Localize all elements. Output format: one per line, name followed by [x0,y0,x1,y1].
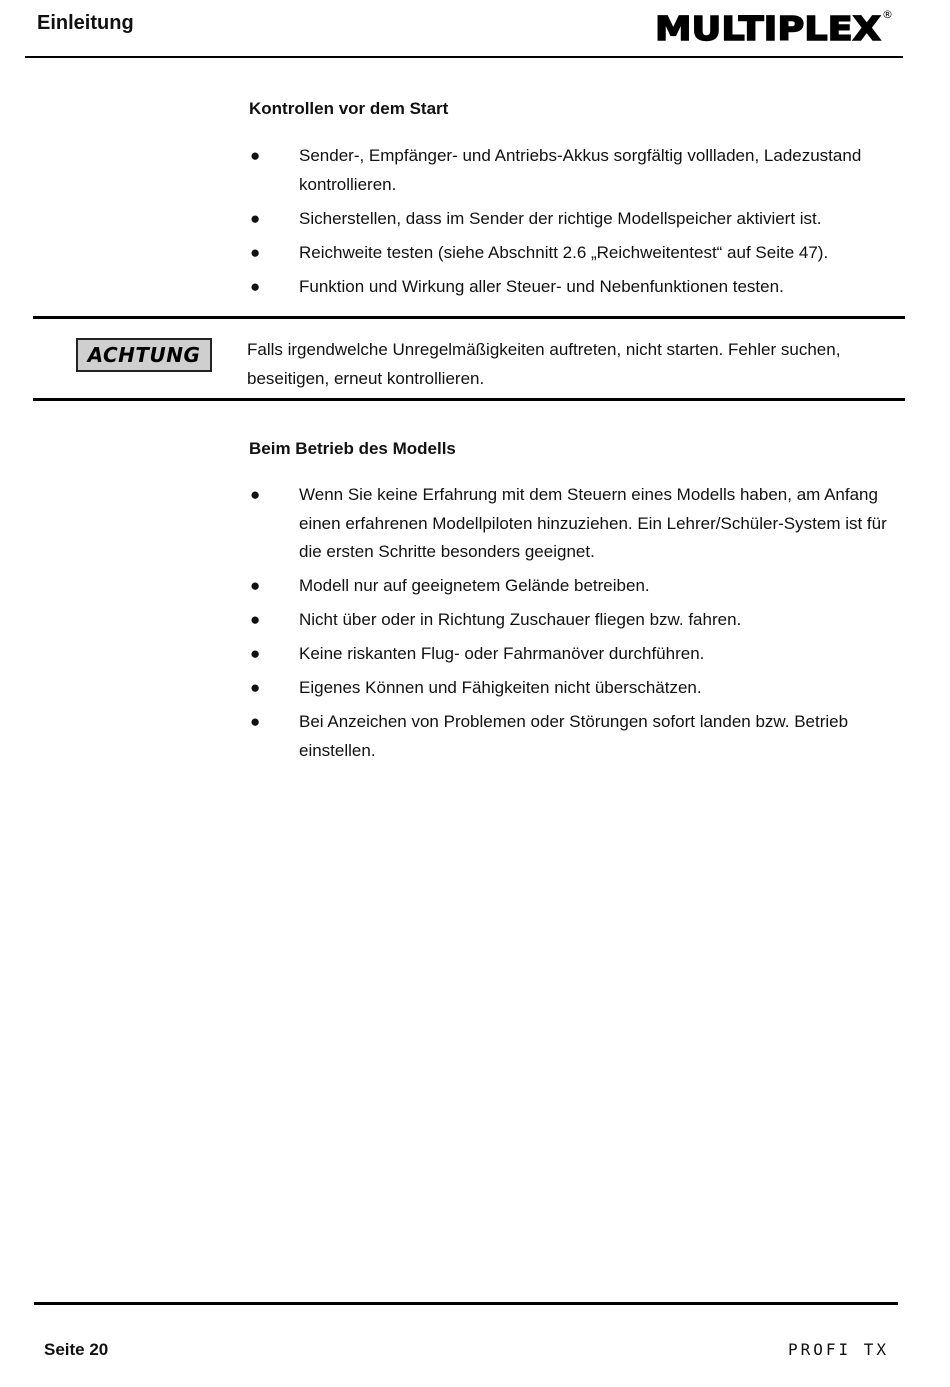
logo-wordmark: MULTIPLEX [655,9,881,46]
header-rule [25,56,903,58]
list-item: ● Wenn Sie keine Erfahrung mit dem Steuern eines Modells haben, am Anfang einen erfahrenen Modellpiloten hinzuziehen. Ein Lehrer/Schüler-System ist für die ersten Schritte besonders geeignet. [249,481,897,567]
list-item: ● Sicherstellen, dass im Sender der richtige Modellspeicher aktiviert ist. [249,205,897,234]
bullet-icon: ● [250,208,261,228]
section-heading-operation: Beim Betrieb des Modells [249,439,456,458]
list-item: ● Bei Anzeichen von Problemen oder Störungen sofort landen bzw. Betrieb einstellen. [249,708,897,765]
bullet-icon: ● [250,276,261,296]
logo-registered-mark: ® [882,8,893,21]
section-heading-start-checks: Kontrollen vor dem Start [249,99,449,118]
start-checks-list [249,142,897,307]
bullet-icon: ● [250,146,261,165]
bullet-icon: ● [250,242,261,262]
list-item: ● Funktion und Wirkung aller Steuer- und Nebenfunktionen testen. [249,273,897,302]
warning-bottom-rule [33,398,905,401]
list-item: ● Modell nur auf geeignetem Gelände betreiben. [249,572,897,601]
achtung-badge: ACHTUNG [76,338,212,372]
list-item: ● Keine riskanten Flug- oder Fahrmanöver durchführen. [249,640,897,669]
list-item: ● Eigenes Können und Fähigkeiten nicht überschätzen. [249,674,897,703]
warning-text: Falls irgendwelche Unregelmäßigkeiten auftreten, nicht starten. Fehler suchen, beseitigen, erneut kontrollieren. [247,340,841,388]
list-item: ● Reichweite testen (siehe Abschnitt 2.6 „Reichweitentest“ auf Seite 47). [249,239,897,268]
bullet-icon: ● [250,644,261,663]
multiplex-logo [655,6,895,46]
warning-top-rule [33,316,905,319]
list-item: ● Nicht über oder in Richtung Zuschauer fliegen bzw. fahren. [249,606,897,635]
bullet-icon: ● [250,678,261,697]
product-name: PROFI TX [788,1340,890,1359]
bullet-icon: ● [250,576,261,595]
page-number: Seite 20 [44,1340,109,1359]
operation-list [249,481,897,771]
bullet-icon: ● [250,610,261,629]
bullet-icon: ● [250,712,261,731]
bullet-icon: ● [250,485,261,504]
footer-rule [34,1302,898,1305]
page-header-title: Einleitung [37,12,134,34]
list-item: ● Sender-, Empfänger- und Antriebs-Akkus sorgfältig vollladen, Ladezustand kontrollieren. [249,142,897,199]
